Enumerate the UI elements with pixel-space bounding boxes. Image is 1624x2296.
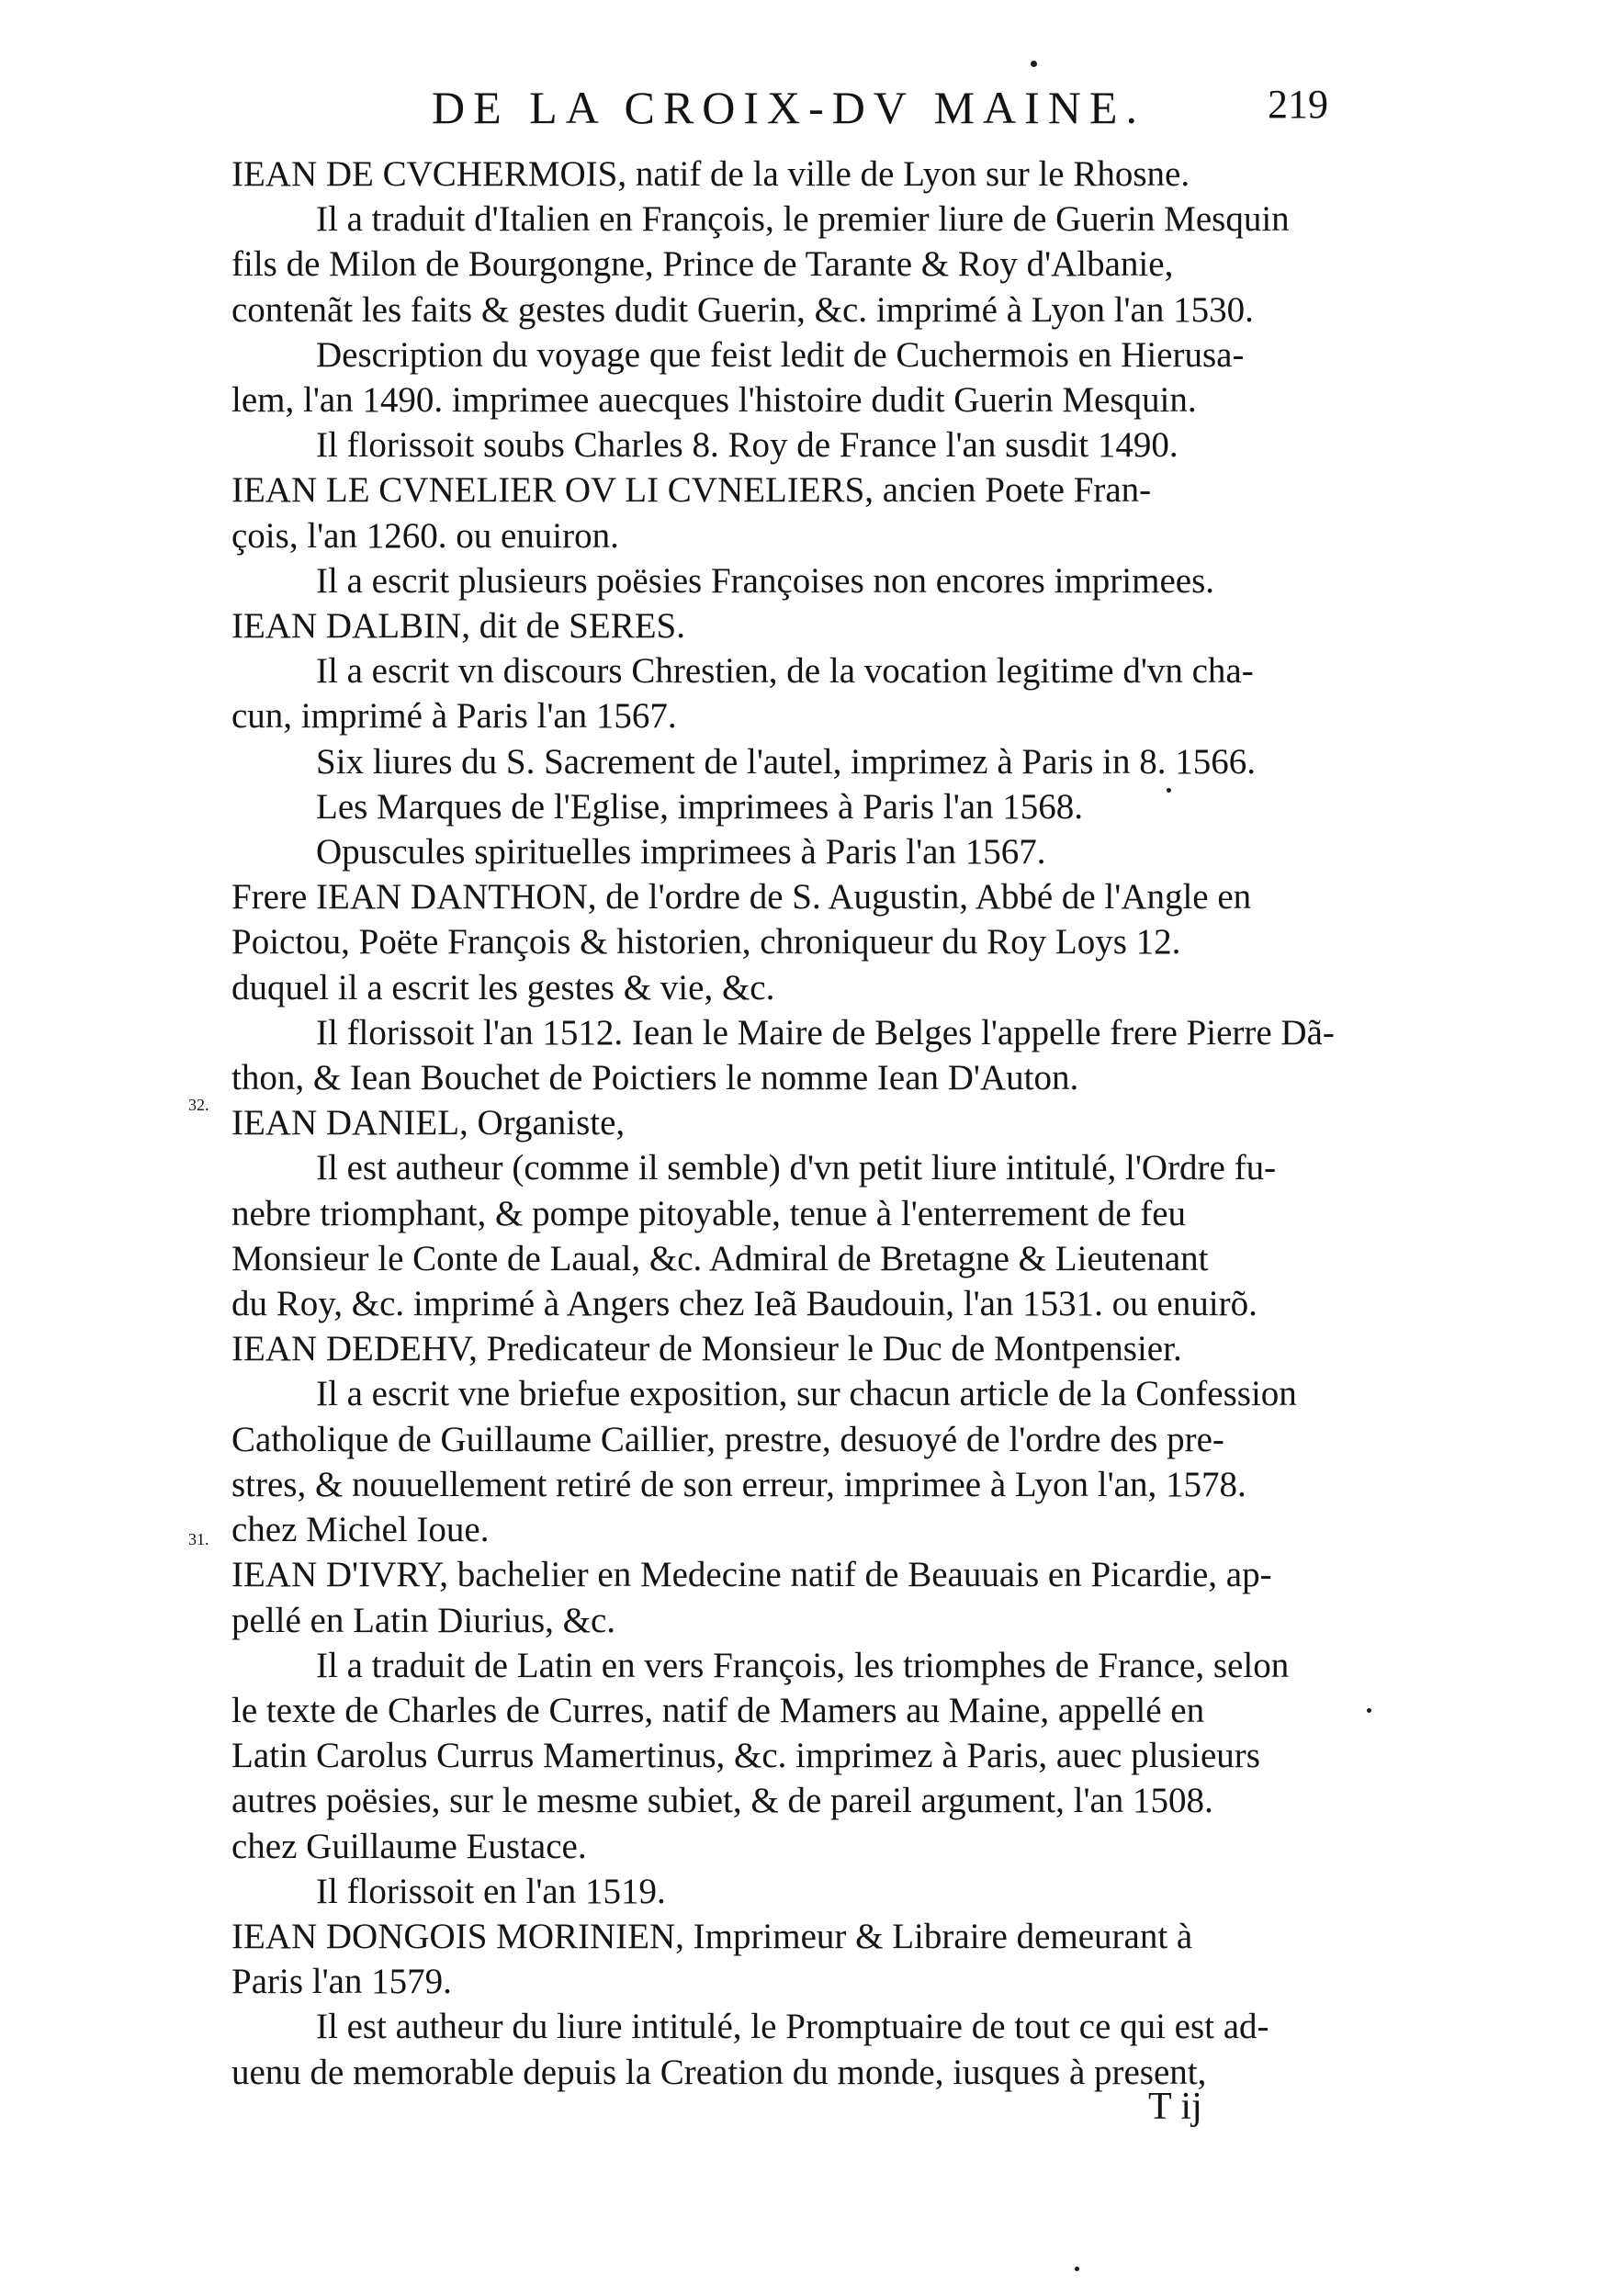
entry-paragraph <box>231 1869 1325 1914</box>
page-body <box>231 152 1335 2095</box>
entry-paragraph <box>231 558 1325 603</box>
paragraph-line: chez Michel Ioue. <box>231 1510 490 1550</box>
entry-paragraph <box>231 1145 1325 1326</box>
paragraph-line: Six liures du S. Sacrement de l'autel, imprimez à Paris in 8. 1566. <box>316 741 1257 782</box>
ink-speck <box>1167 788 1171 793</box>
paragraph-line: stres, & nouuellement retiré de son erreur, imprimee à Lyon l'an, 1578. <box>231 1464 1246 1504</box>
entry-paragraph <box>231 1643 1325 1869</box>
catalog-entry <box>231 1100 1325 1326</box>
entry-heading: IEAN DALBIN, dit de SERES. <box>231 606 685 647</box>
catalog-entry <box>231 1552 1325 1914</box>
entry-heading-continuation: çois, l'an 1260. ou enuiron. <box>231 515 619 556</box>
paragraph-line: autres poësies, sur le mesme subiet, & de pareil argument, l'an 1508. <box>231 1781 1213 1821</box>
entry-heading-continuation: pellé en Latin Diurius, &c. <box>231 1600 616 1640</box>
paragraph-line: Il a escrit vn discours Chrestien, de la vocation legitime d'vn cha- <box>316 651 1254 692</box>
paragraph-line: Il florissoit en l'an 1519. <box>316 1871 666 1911</box>
paragraph-line: Les Marques de l'Eglise, imprimees à Paris l'an 1568. <box>316 786 1084 827</box>
entry-heading: IEAN D'IVRY, bachelier en Medecine natif de Beauuais en Picardie, ap- <box>231 1555 1272 1595</box>
catalog-entry <box>231 152 1325 467</box>
entry-paragraph <box>231 829 1325 874</box>
paragraph-line: Latin Carolus Currus Mamertinus, &c. imprimez à Paris, auec plusieurs <box>231 1736 1260 1776</box>
ink-speck <box>1031 61 1037 67</box>
margin-note-32: 32. <box>188 1096 209 1114</box>
folio-number: 219 <box>1268 82 1328 127</box>
entry-paragraph <box>231 2004 1325 2094</box>
entry-paragraph <box>231 422 1325 467</box>
paragraph-line: Il florissoit soubs Charles 8. Roy de France l'an susdit 1490. <box>316 425 1179 466</box>
paragraph-line: cun, imprimé à Paris l'an 1567. <box>231 696 677 737</box>
ink-speck <box>1075 2267 1079 2271</box>
paragraph-line: nebre triomphant, & pompe pitoyable, tenue à l'enterrement de feu <box>231 1193 1187 1233</box>
paragraph-line: contenãt les faits & gestes dudit Guerin, &c. imprimé à Lyon l'an 1530. <box>231 289 1254 330</box>
paragraph-line: Il a escrit vne briefue exposition, sur chacun article de la Confession <box>316 1374 1297 1414</box>
margin-note-31: 31. <box>188 1530 209 1548</box>
entry-heading: IEAN DONGOIS MORINIEN, Imprimeur & Libraire demeurant à <box>231 1916 1193 1956</box>
paragraph-line: Catholique de Guillaume Caillier, prestre, desuoyé de l'ordre des pre- <box>231 1419 1224 1459</box>
entry-heading: IEAN DEDEHV, Predicateur de Monsieur le Duc de Montpensier. <box>231 1329 1182 1369</box>
paragraph-line: Il est autheur du liure intitulé, le Promptuaire de tout ce qui est ad- <box>316 2007 1269 2047</box>
entry-heading: IEAN DE CVCHERMOIS, natif de la ville de Lyon sur le Rhosne. <box>231 154 1190 194</box>
paragraph-line: chez Guillaume Eustace. <box>231 1826 587 1866</box>
entry-paragraph <box>231 332 1325 422</box>
paragraph-line: Description du voyage que feist ledit de Cuchermois en Hierusa- <box>316 334 1245 375</box>
paragraph-line: Il a escrit plusieurs poësies Françoises non encores imprimees. <box>316 560 1214 601</box>
paragraph-line: Il a traduit de Latin en vers François, les triomphes de France, selon <box>316 1645 1290 1685</box>
signature-mark: T ij <box>1148 2086 1202 2128</box>
catalog-entry <box>231 1914 1325 2095</box>
catalog-entry <box>231 467 1325 603</box>
running-title: DE LA CROIX-DV MAINE. <box>432 82 1145 133</box>
catalog-entry <box>231 603 1325 874</box>
paragraph-line: uenu de memorable depuis la Creation du monde, iusques à present, <box>231 2052 1207 2092</box>
entry-paragraph <box>231 648 1325 738</box>
entry-paragraph <box>231 1371 1325 1552</box>
paragraph-line: le texte de Charles de Curres, natif de Mamers au Maine, appellé en <box>231 1690 1205 1730</box>
paragraph-line: fils de Milon de Bourgongne, Prince de Tarante & Roy d'Albanie, <box>231 244 1174 285</box>
catalog-entry <box>231 874 1335 1100</box>
running-header <box>432 81 1328 134</box>
paragraph-line: Il florissoit l'an 1512. Iean le Maire de Belges l'appelle frere Pierre Dã- <box>316 1012 1335 1052</box>
paragraph-line: lem, l'an 1490. imprimee auecques l'histoire dudit Guerin Mesquin. <box>231 380 1197 421</box>
paragraph-line: Il a traduit d'Italien en François, le premier liure de Guerin Mesquin <box>316 199 1290 240</box>
ink-speck <box>1367 1708 1371 1713</box>
entry-heading-continuation: Poictou, Poëte François & historien, chroniqueur du Roy Loys 12. <box>231 922 1181 962</box>
catalog-entry <box>231 1326 1325 1552</box>
paragraph-line: Il est autheur (comme il semble) d'vn petit liure intitulé, l'Ordre fu- <box>316 1148 1277 1188</box>
entry-paragraph <box>231 784 1325 829</box>
paragraph-line: Monsieur le Conte de Laual, &c. Admiral de Bretagne & Lieutenant <box>231 1238 1209 1278</box>
entry-heading: IEAN DANIEL, Organiste, <box>231 1103 626 1143</box>
paragraph-line: Opuscules spirituelles imprimees à Paris l'an 1567. <box>316 832 1046 872</box>
entry-heading: Frere IEAN DANTHON, de l'ordre de S. Augustin, Abbé de l'Angle en <box>231 877 1252 917</box>
paragraph-line: du Roy, &c. imprimé à Angers chez Ieã Baudouin, l'an 1531. ou enuirõ. <box>231 1284 1257 1324</box>
entry-heading-continuation: Paris l'an 1579. <box>231 1962 452 2002</box>
entry-paragraph <box>231 739 1325 784</box>
entry-paragraph <box>231 197 1325 332</box>
entry-paragraph <box>231 1010 1335 1100</box>
entry-heading: IEAN LE CVNELIER OV LI CVNELIERS, ancien Poete Fran- <box>231 470 1152 511</box>
paragraph-line: thon, & Iean Bouchet de Poictiers le nomme Iean D'Auton. <box>231 1058 1079 1098</box>
entry-heading-continuation: duquel il a escrit les gestes & vie, &c. <box>231 967 775 1007</box>
